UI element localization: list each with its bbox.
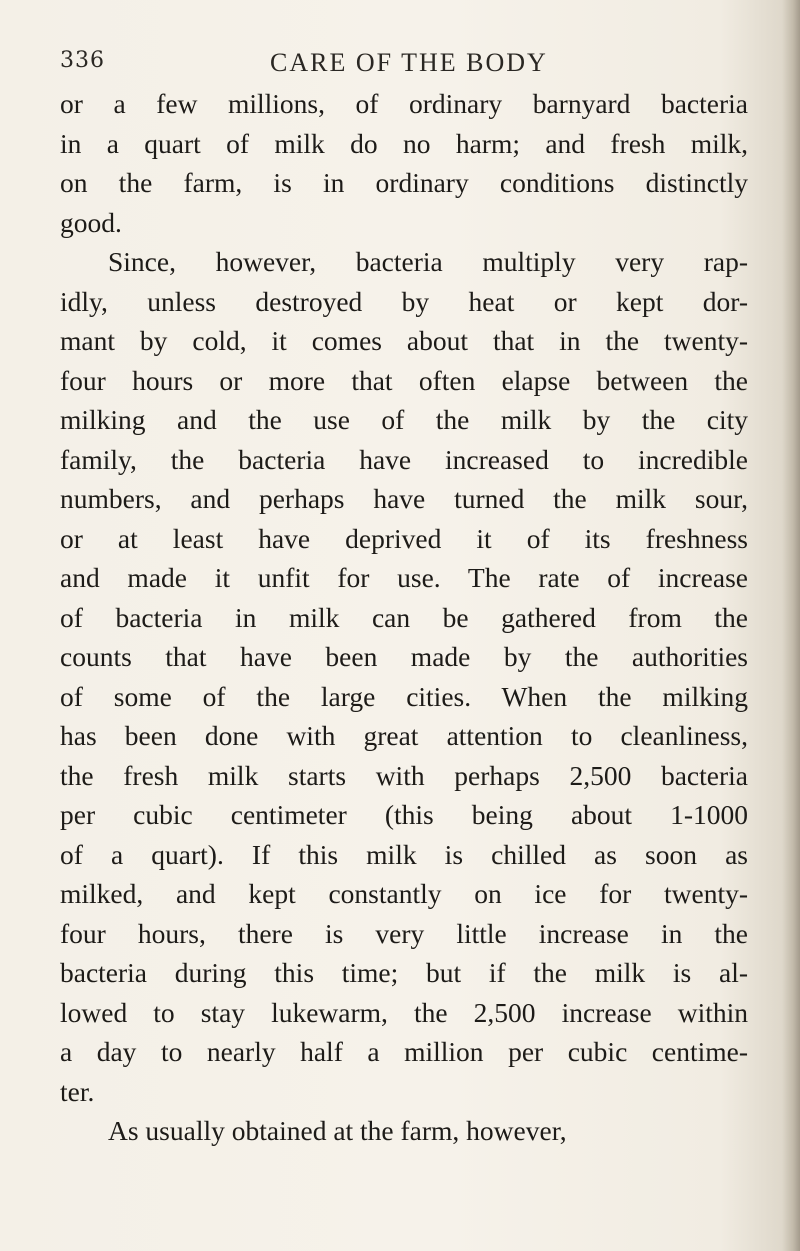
text-line: and made it unfit for use. The rate of increase <box>60 562 748 593</box>
text-line: ter. <box>60 1075 95 1107</box>
page-header <box>60 48 740 88</box>
running-head: CARE OF THE BODY <box>270 48 548 77</box>
text-line: mant by cold, it comes about that in the twenty- <box>60 325 748 356</box>
paragraph-start-line: Since, however, bacteria multiply very rap- <box>108 246 748 277</box>
text-line: four hours, there is very little increase in the <box>60 917 748 949</box>
text-line: milked, and kept constantly on ice for twenty- <box>60 878 748 909</box>
body-text <box>60 84 748 1151</box>
text-line: family, the bacteria have increased to incredible <box>60 443 748 475</box>
text-line: counts that have been made by the authorities <box>60 641 748 672</box>
text-line: milking and the use of the milk by the city <box>60 404 748 435</box>
text-line: lowed to stay lukewarm, the 2,500 increase within <box>60 996 748 1028</box>
text-line: of bacteria in milk can be gathered from the <box>60 601 748 633</box>
text-line: bacteria during this time; but if the milk is al- <box>60 957 748 988</box>
text-line: per cubic centimeter (this being about 1-1000 <box>60 799 748 830</box>
text-line: four hours or more that often elapse between the <box>60 364 748 396</box>
text-line: a day to nearly half a million per cubic centime- <box>60 1036 748 1067</box>
text-line: on the farm, is in ordinary conditions distinctly <box>60 167 748 198</box>
text-line: good. <box>60 206 122 238</box>
text-line: numbers, and perhaps have turned the milk sour, <box>60 483 748 514</box>
text-line: idly, unless destroyed by heat or kept dor- <box>60 285 748 317</box>
text-line: or at least have deprived it of its freshness <box>60 522 748 554</box>
paragraph-start-line: As usually obtained at the farm, however, <box>108 1115 567 1146</box>
text-line: in a quart of milk do no harm; and fresh milk, <box>60 127 748 159</box>
page-edge-shadow <box>782 0 800 1251</box>
text-line: of some of the large cities. When the milking <box>60 680 748 712</box>
text-line: of a quart). If this milk is chilled as soon as <box>60 838 748 870</box>
text-line: has been done with great attention to cleanliness, <box>60 720 748 751</box>
text-line: or a few millions, of ordinary barnyard bacteria <box>60 88 748 119</box>
page-number: 336 <box>60 48 105 73</box>
text-line: the fresh milk starts with perhaps 2,500 bacteria <box>60 759 748 791</box>
